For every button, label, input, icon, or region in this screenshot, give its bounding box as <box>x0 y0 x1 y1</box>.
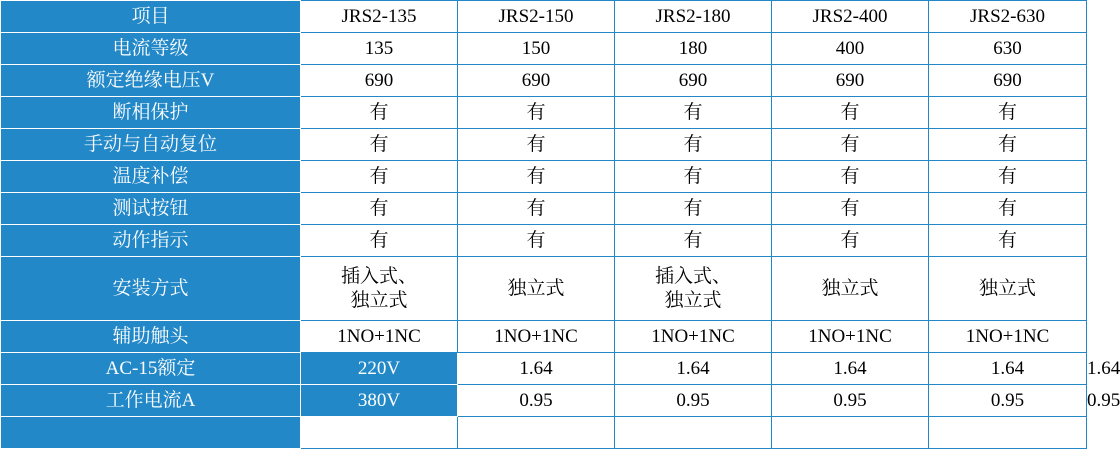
cell-value: 有 <box>772 97 929 129</box>
table-row <box>1 321 1087 353</box>
header-model-2: JRS2-180 <box>615 1 772 33</box>
cell-value: 630 <box>929 33 1087 65</box>
cell-value: 有 <box>458 129 615 161</box>
cell-value: 有 <box>929 225 1087 257</box>
row-label-temperature-compensation: 温度补偿 <box>1 161 301 193</box>
blank-cell <box>458 417 615 449</box>
blank-cell <box>772 417 929 449</box>
cell-value: 有 <box>301 193 458 225</box>
cell-value: 0.95 <box>772 385 929 417</box>
table-row <box>1 129 1087 161</box>
cell-value: 独立式 <box>772 257 929 321</box>
cell-value: 插入式、 独立式 <box>615 257 772 321</box>
cell-value: 有 <box>615 193 772 225</box>
cell-value: 独立式 <box>929 257 1087 321</box>
cell-value: 独立式 <box>458 257 615 321</box>
cell-value: 1.64 <box>772 353 929 385</box>
header-item-label: 项目 <box>1 1 301 33</box>
cell-value: 有 <box>929 161 1087 193</box>
cell-value: 1.64 <box>615 353 772 385</box>
cell-value: 有 <box>301 129 458 161</box>
cell-value: 0.95 <box>615 385 772 417</box>
cell-value: 有 <box>301 161 458 193</box>
cell-value: 1NO+1NC <box>929 321 1087 353</box>
cell-value: 有 <box>772 161 929 193</box>
cell-value: 690 <box>615 65 772 97</box>
table-row-blank <box>1 417 1087 449</box>
blank-label-cell <box>1 417 301 449</box>
row-label-current-grade: 电流等级 <box>1 33 301 65</box>
row-label-phase-loss-protection: 断相保护 <box>1 97 301 129</box>
table-row-ac15-380v: 工作电流A 380V 0.95 0.95 0.95 0.95 0.95 <box>1 385 1087 417</box>
header-model-3: JRS2-400 <box>772 1 929 33</box>
cell-value: 690 <box>929 65 1087 97</box>
row-label-mounting-type: 安装方式 <box>1 257 301 321</box>
row-label-action-indication: 动作指示 <box>1 225 301 257</box>
table-row <box>1 33 1087 65</box>
row-label-test-button: 测试按钮 <box>1 193 301 225</box>
cell-value: 180 <box>615 33 772 65</box>
cell-value: 0.95 <box>929 385 1087 417</box>
cell-value: 1NO+1NC <box>458 321 615 353</box>
table-header-row <box>1 1 1087 33</box>
table-row <box>1 65 1087 97</box>
cell-value: 有 <box>458 193 615 225</box>
cell-value: 1.64 <box>458 353 615 385</box>
cell-value: 0.95 <box>458 385 615 417</box>
cell-value: 有 <box>615 129 772 161</box>
cell-value: 400 <box>772 33 929 65</box>
cell-value: 150 <box>458 33 615 65</box>
cell-value: 插入式、 独立式 <box>301 257 458 321</box>
cell-value: 有 <box>929 97 1087 129</box>
cell-value: 1NO+1NC <box>615 321 772 353</box>
cell-value: 有 <box>929 129 1087 161</box>
table-row <box>1 257 1087 321</box>
cell-value: 690 <box>458 65 615 97</box>
header-model-4: JRS2-630 <box>929 1 1087 33</box>
blank-cell <box>615 417 772 449</box>
cell-value: 有 <box>458 97 615 129</box>
cell-value: 有 <box>301 97 458 129</box>
row-label-auxiliary-contact: 辅助触头 <box>1 321 301 353</box>
cell-value: 690 <box>301 65 458 97</box>
cell-value: 有 <box>772 129 929 161</box>
cell-value: 有 <box>301 225 458 257</box>
cell-value: 有 <box>615 225 772 257</box>
cell-value: 有 <box>458 161 615 193</box>
cell-value: 有 <box>458 225 615 257</box>
ac15-label-line2: 工作电流A <box>1 385 301 417</box>
blank-cell <box>301 417 458 449</box>
blank-cell <box>929 417 1087 449</box>
cell-value: 有 <box>772 225 929 257</box>
table-row-ac15-220v: AC-15额定 220V 1.64 1.64 1.64 1.64 1.64 <box>1 353 1087 385</box>
ac15-label-line1: AC-15额定 <box>1 353 301 385</box>
cell-value: 有 <box>615 97 772 129</box>
cell-value: 有 <box>929 193 1087 225</box>
cell-value: 有 <box>615 161 772 193</box>
row-label-manual-auto-reset: 手动与自动复位 <box>1 129 301 161</box>
header-model-0: JRS2-135 <box>301 1 458 33</box>
table-row <box>1 225 1087 257</box>
cell-value: 690 <box>772 65 929 97</box>
header-model-1: JRS2-150 <box>458 1 615 33</box>
cell-value: 1.64 <box>929 353 1087 385</box>
cell-value: 有 <box>772 193 929 225</box>
table-row <box>1 97 1087 129</box>
ac15-sub-label-380v: 380V <box>301 385 458 417</box>
row-label-insulation-voltage: 额定绝缘电压V <box>1 65 301 97</box>
table-row <box>1 193 1087 225</box>
table-row <box>1 161 1087 193</box>
cell-value: 135 <box>301 33 458 65</box>
ac15-sub-label-220v: 220V <box>301 353 458 385</box>
cell-value: 1NO+1NC <box>772 321 929 353</box>
cell-value: 1NO+1NC <box>301 321 458 353</box>
